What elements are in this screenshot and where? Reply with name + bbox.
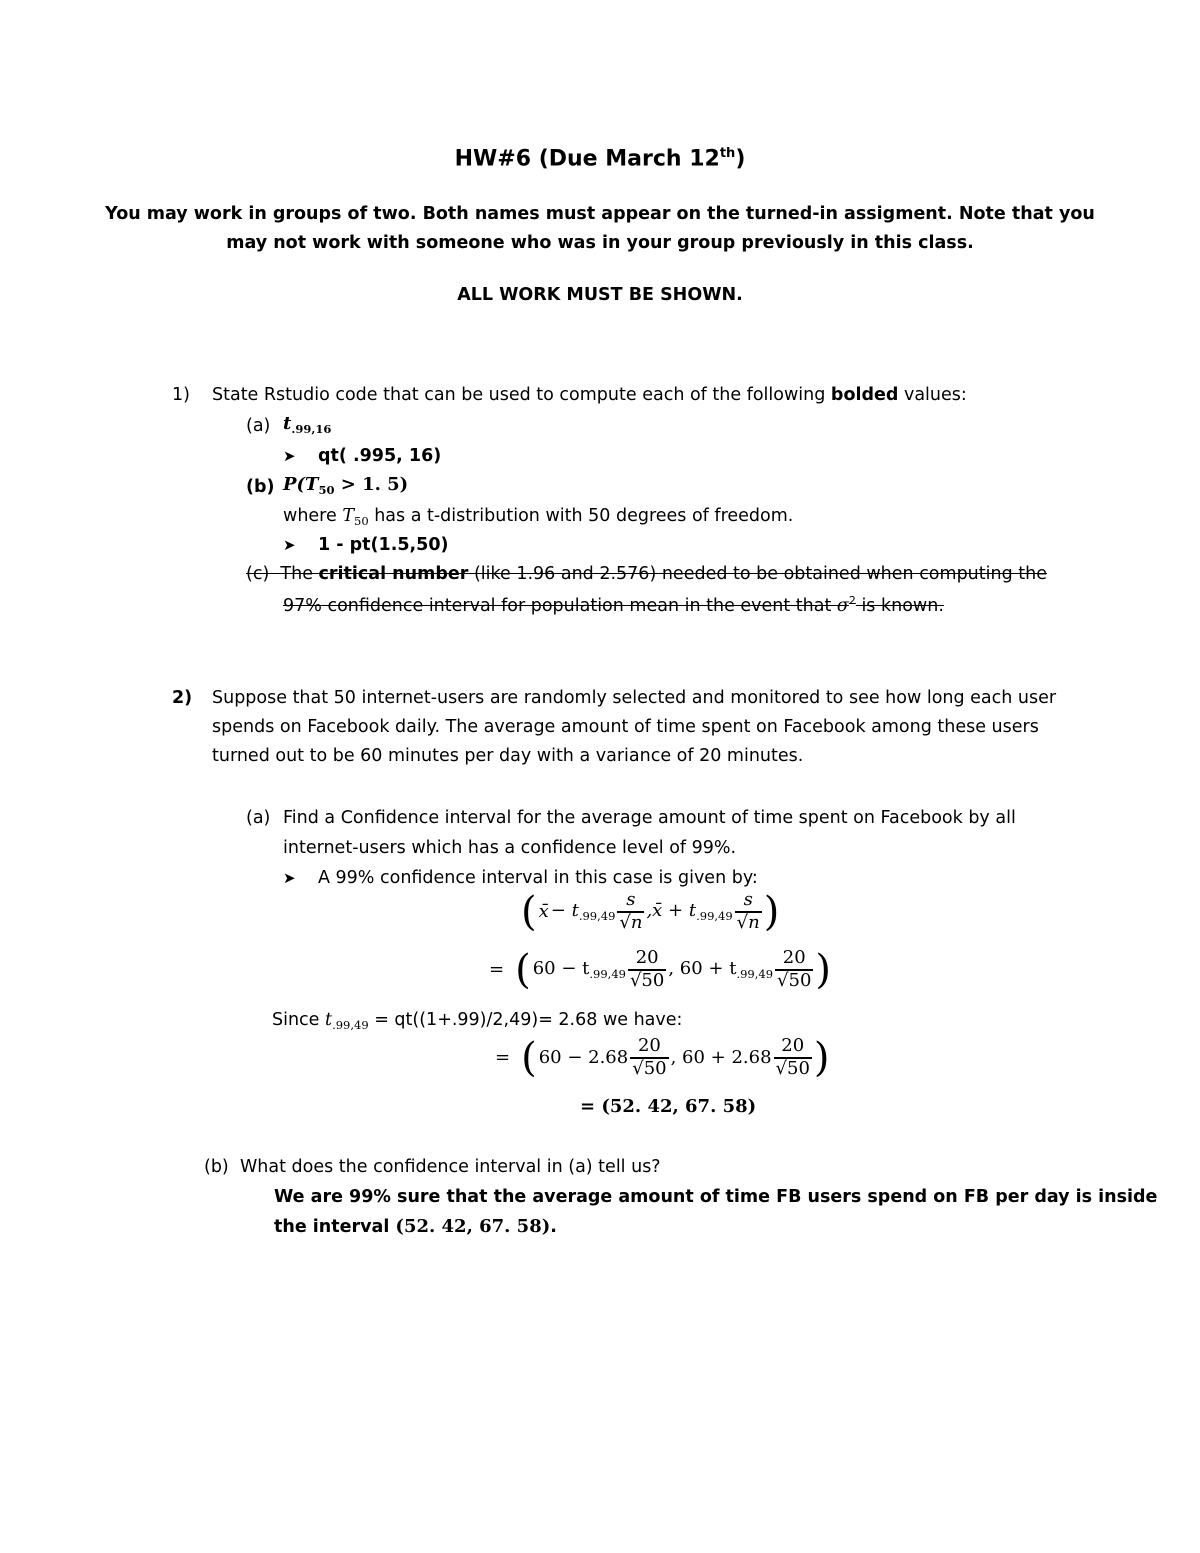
q1-prompt-end: values: [898, 385, 967, 405]
q2a-label: (a) [246, 808, 271, 828]
q1a-math [283, 413, 331, 436]
eq1-fraction: $\frac{s}{√n}$ [619, 889, 643, 933]
eq2-fraction: $\frac{20}{√50}$ [629, 947, 665, 991]
q2b-question: What does the confidence interval in (a) tell us? [240, 1157, 661, 1177]
intro-line-2: may not work with someone who was in your group previously in this class. [226, 233, 974, 253]
eq3-fraction-2: $\frac{20}{√50}$ [775, 1035, 810, 1079]
eq1-plus-t: ,x̄ + t [646, 900, 697, 922]
eq3-mid: , 60 + 2.68 [670, 1047, 772, 1069]
eq2-fraction-2: $\frac{20}{√50}$ [777, 947, 812, 991]
q1-number: 1) [172, 385, 190, 405]
q1c-line2-end: is known. [855, 595, 944, 616]
equation-general-ci: ( x̄ − $t_{.99,49}$ $\frac{s}{√n}$ ,x̄ + $t_{.99,49}$ $\frac{s}{√n}$ ) [521, 888, 780, 935]
since-sub: .99,49 [332, 1018, 369, 1032]
q1b-where-sub: 50 [354, 514, 369, 528]
q1b-where-t: T [342, 506, 354, 526]
q2-number: 2) [172, 688, 193, 708]
q1c-line-2 [283, 594, 944, 616]
q1b-answer: 1 - pt(1.5,50) [318, 535, 449, 555]
q2b-answer-line-1: We are 99% sure that the average amount of time FB users spend on FB per day is inside [274, 1187, 1158, 1207]
arrow-bullet-icon: ➤ [283, 447, 296, 465]
eq3-left: 60 − 2.68 [538, 1047, 629, 1069]
q1b-math-text: P(T [283, 474, 319, 495]
q1c-text: The [280, 564, 319, 584]
q2-line-3: turned out to be 60 minutes per day with a variance of 20 minutes. [212, 746, 804, 766]
q1c-line2-text: 97% confidence interval for population mean in the event that [283, 595, 837, 616]
q2b-answer-end: . [550, 1217, 557, 1237]
q2-line-1: Suppose that 50 internet-users are randomly selected and monitored to see how long each user [212, 688, 1057, 708]
q1c-sigma: σ [836, 595, 849, 616]
q1c-text-end: (like 1.96 and 2.576) needed to be obtained when computing the [468, 564, 1047, 584]
equation-numeric: = ( 60 − 2.68 $\frac{20}{√50}$ , 60 + 2.68 $\frac{20}{√50}$ ) [495, 1034, 830, 1081]
q2b-label: (b) [204, 1157, 229, 1177]
q1b-sub: 50 [318, 483, 335, 497]
q1c-label: (c) [246, 564, 270, 584]
title-close: ) [735, 146, 746, 172]
since-t: t [325, 1010, 333, 1030]
intro-line-1: You may work in groups of two. Both names must appear on the turned-in assigment. Note that you [105, 204, 1095, 224]
q1a-t: t [283, 413, 292, 434]
all-work-notice: ALL WORK MUST BE SHOWN. [457, 285, 743, 305]
q1c-line-1 [246, 564, 1047, 584]
q1b-where [283, 506, 793, 528]
q1a-sub: .99,16 [291, 422, 332, 436]
q1a-label: (a) [246, 416, 271, 436]
q2b-answer-text: the interval [274, 1217, 396, 1237]
q1b-math-end: > 1. 5) [334, 474, 409, 495]
arrow-bullet-icon: ➤ [283, 869, 296, 887]
eq3-fraction: $\frac{20}{√50}$ [632, 1035, 667, 1079]
q2-line-2: spends on Facebook daily. The average amount of time spent on Facebook among these users [212, 717, 1039, 737]
page-title [0, 146, 1200, 171]
eq1-xbar: x̄ [538, 901, 549, 923]
q1c-bold: critical number [318, 564, 469, 584]
q2b-answer-line-2 [274, 1216, 557, 1237]
q1-prompt [212, 385, 967, 405]
q2a-line-2: internet-users which has a confidence level of 99%. [283, 838, 737, 858]
q1b-label: (b) [246, 477, 275, 497]
q1b-where-end: has a t-distribution with 50 degrees of freedom. [368, 506, 794, 526]
since-text: Since [272, 1010, 326, 1030]
q2a-line-1: Find a Confidence interval for the average amount of time spent on Facebook by all [283, 808, 1016, 828]
q1b-where-start: where [283, 506, 343, 526]
q1-prompt-text: State Rstudio code that can be used to compute each of the following [212, 385, 831, 405]
q2a-answer-intro: A 99% confidence interval in this case is given by: [318, 868, 758, 888]
q1b-math [283, 474, 408, 497]
eq2-left: 60 − t [532, 958, 590, 980]
q1-prompt-bold: bolded [830, 385, 899, 405]
title-text: HW#6 (Due March 12 [454, 146, 720, 172]
equation-substituted: = ( $60 - t_{.99,49}$ $\frac{20}{√50}$ , $60 + t_{.99,49}$ $\frac{20}{√50}$ ) [489, 946, 831, 993]
eq2-mid: , 60 + t [668, 958, 737, 980]
arrow-bullet-icon: ➤ [283, 536, 296, 554]
since-line [272, 1010, 682, 1032]
q1a-answer: qt( .995, 16) [318, 446, 442, 466]
title-superscript: th [719, 146, 736, 161]
equation-result: = (52. 42, 67. 58) [580, 1096, 757, 1117]
eq2-equals: = [489, 959, 505, 981]
eq1-fraction-2: $\frac{s}{√n}$ [736, 889, 760, 933]
eq1-sub: .99,49 [578, 909, 616, 924]
q2b-answer-interval: (52. 42, 67. 58) [395, 1216, 551, 1237]
q1c-sigma-sup: 2 [848, 594, 856, 607]
eq1-minus-t: − t [550, 900, 579, 922]
since-rest: = qt((1+.99)/2,49)= 2.68 we have: [368, 1010, 683, 1030]
